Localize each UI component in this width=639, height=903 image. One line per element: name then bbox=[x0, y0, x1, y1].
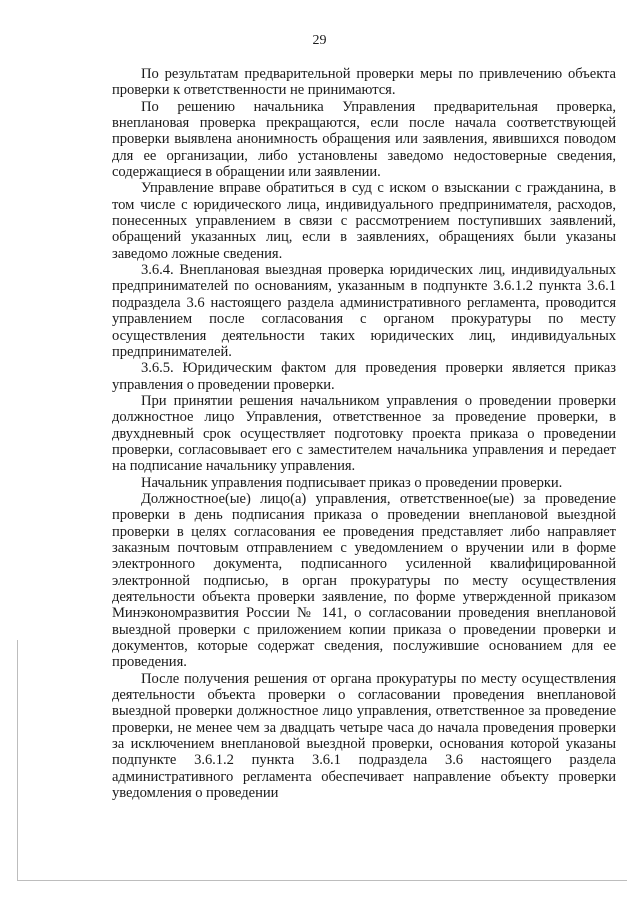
paragraph-7: Начальник управления подписывает приказ о проведении проверки. bbox=[141, 474, 563, 491]
scan-edge-bottom bbox=[17, 880, 627, 881]
page-number: 29 bbox=[312, 33, 327, 48]
scan-edge-left bbox=[17, 640, 18, 880]
paragraph-3: Управление вправе обратиться в суд с иском о взыскании с гражданина, в том числе с юридического лица, индивидуального предпринимателя, расходов, понесенных управлением в связи с рассмотрением поступивших заявлений, обращений указанных лиц, если в заявлениях, обращениях были указаны заведомо ложные сведения. bbox=[112, 180, 616, 262]
paragraph-8: Должностное(ые) лицо(а) управления, ответственное(ые) за проведение проверки в день подписания приказа о проведении внеплановой выездной проверки в целях согласования ее проведения представляет либо направляет заказным почтовым отправлением с уведомлением о вручении или в форме электронного документа, подписанного усиленной квалифицированной электронной подписью, в орган прокуратуры по месту осуществления деятельности объекта проверки заявление, по форме утвержденной приказом Минэкономразвития России № 141, о согласовании проведения внеплановой выездной проверки с приложением копии приказа о проведении проверки и документов, которые содержат сведения, послужившие основанием для ее проведения. bbox=[112, 490, 616, 671]
document-body bbox=[112, 66, 616, 801]
paragraph-5: 3.6.5. Юридическим фактом для проведения проверки является приказ управления о проведении проверки. bbox=[112, 360, 616, 393]
paragraph-2: По решению начальника Управления предварительная проверка, внеплановая проверка прекращаются, если после начала соответствующей проверки выявлена анонимность обращения или заявления, явившихся поводом для ее организации, либо установлены заведомо недостоверные сведения, содержащиеся в обращении или заявлении. bbox=[112, 98, 616, 181]
paragraph-4: 3.6.4. Внеплановая выездная проверка юридических лиц, индивидуальных предпринимателей по основаниям, указанным в подпункте 3.6.1.2 пункта 3.6.1 подраздела 3.6 настоящего раздела административного регламента, проводится управлением после согласования с органом прокуратуры по месту осуществления деятельности таких юридических лиц, индивидуальных предпринимателей. bbox=[112, 262, 616, 360]
paragraph-1: По результатам предварительной проверки меры по привлечению объекта проверки к ответственности не принимаются. bbox=[112, 66, 616, 99]
paragraph-9: После получения решения от органа прокуратуры по месту осуществления деятельности объекта проверки о согласовании проведения внеплановой выездной проверки должностное лицо управления, ответственное за проведение проверки, не менее чем за двадцать четыре часа до начала проведения проверки за исключением внеплановой выездной проверки, основания которой указаны подпункте 3.6.1.2 пункта 3.6.1 подраздела 3.6 настоящего раздела административного регламента обеспечивает направление объекту проверки уведомления о проведении bbox=[112, 670, 616, 802]
paragraph-6: При принятии решения начальником управления о проведении проверки должностное лицо Управления, ответственное за проведение проверки, в двухдневный срок осуществляет подготовку проекта приказа о проведении проверки, согласовывает его с заместителем начальника управления и передает на подписание начальнику управления. bbox=[112, 392, 616, 475]
